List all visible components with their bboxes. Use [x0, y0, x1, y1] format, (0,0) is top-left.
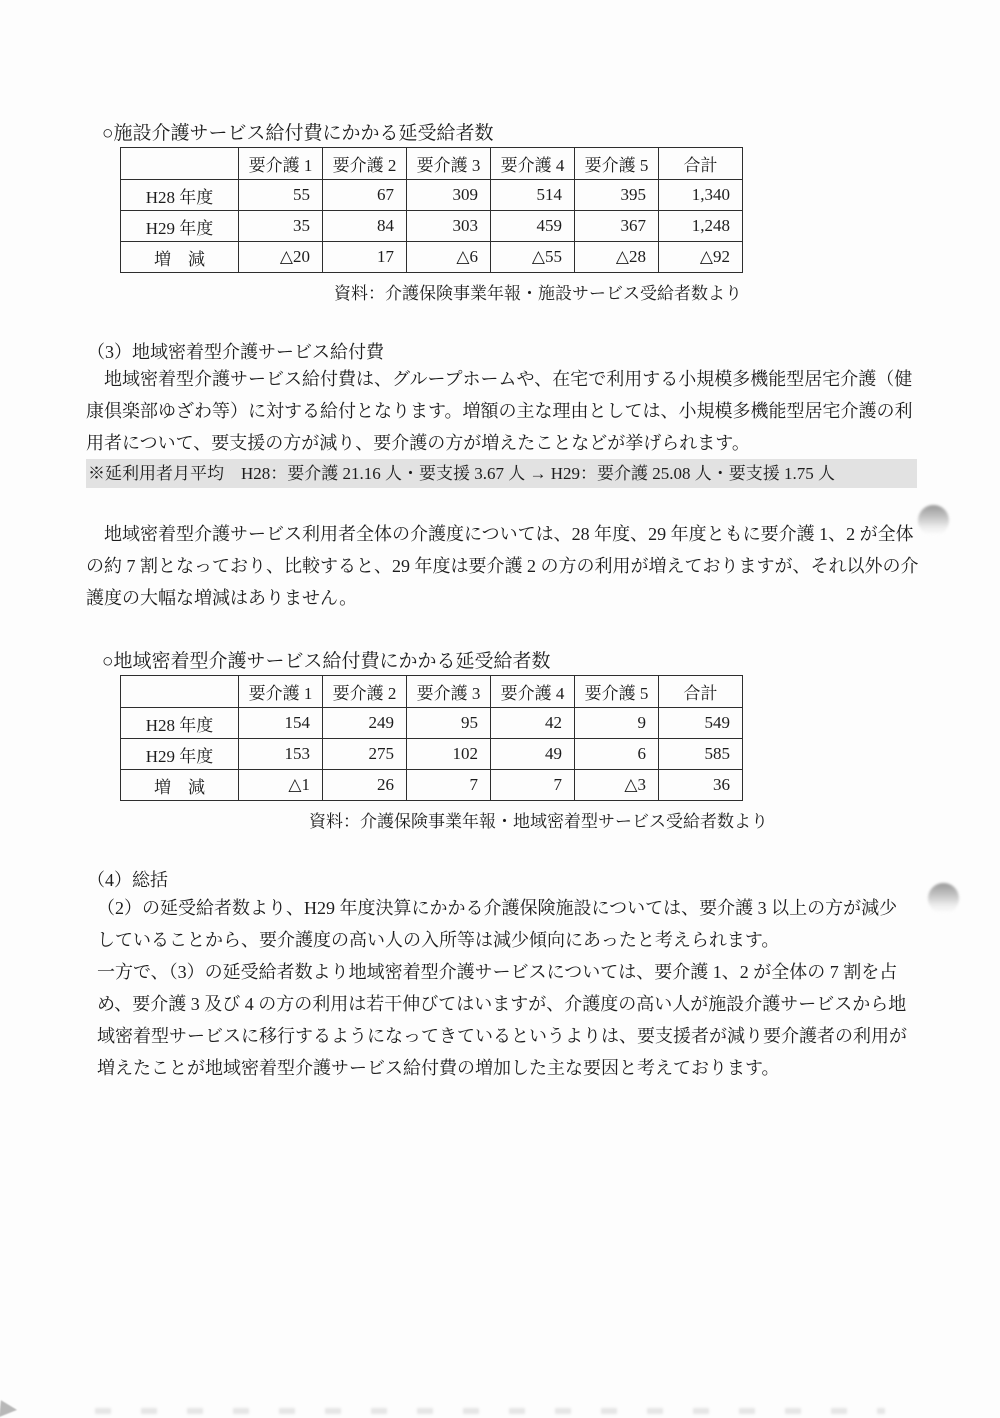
text-line: 地域密着型介護サービス給付費は、グループホームや、在宅で利用する小規模多機能型居宅介護（健 — [86, 369, 913, 389]
table-cell: 585 — [659, 739, 743, 770]
table-cell: 7 — [407, 770, 491, 801]
community-table-source-note: 資料：介護保険事業年報・地域密着型サービス受給者数より — [309, 812, 768, 831]
table-cell: 7 — [491, 770, 575, 801]
text-line: 用者について、要支援の方が減り、要介護の方が増えたことなどが挙げられます。 — [86, 433, 750, 453]
section4-paragraph-2 — [97, 956, 907, 1084]
column-header: 要介護 1 — [239, 148, 323, 180]
table-cell: 459 — [491, 211, 575, 242]
section3-paragraph-1 — [86, 363, 913, 459]
facility-table-source-note: 資料：介護保険事業年報・施設サービス受給者数より — [334, 284, 742, 303]
table-cell: 514 — [491, 180, 575, 211]
text-line: （2）の延受給者数より、H29 年度決算にかかる介護保険施設については、要介護 3 以上の方が減少 — [97, 898, 898, 918]
section4-heading: （4）総括 — [87, 870, 168, 890]
table-cell: 17 — [323, 242, 407, 273]
column-header: 合計 — [659, 676, 743, 708]
section3-heading: （3）地域密着型介護サービス給付費 — [87, 342, 384, 362]
table-row — [121, 211, 743, 242]
table-cell: 6 — [575, 739, 659, 770]
text-line: 域密着型サービスに移行するようになってきているというよりは、要支援者が減り要介護者の利用が — [97, 1026, 907, 1046]
column-header: 要介護 3 — [407, 148, 491, 180]
row-label: 増 減 — [121, 770, 239, 801]
text-line: 康倶楽部ゆざわ等）に対する給付となります。増額の主な理由としては、小規模多機能型居宅介護の利 — [86, 401, 913, 421]
table-cell: 1,340 — [659, 180, 743, 211]
table-cell: 153 — [239, 739, 323, 770]
table-row — [121, 242, 743, 273]
table-cell: 549 — [659, 708, 743, 739]
table-cell: 35 — [239, 211, 323, 242]
table-cell: 275 — [323, 739, 407, 770]
text-line: していることから、要介護度の高い人の入所等は減少傾向にあったと考えられます。 — [97, 930, 780, 950]
table-cell: 42 — [491, 708, 575, 739]
column-header: 要介護 1 — [239, 676, 323, 708]
table-header-row — [121, 148, 743, 180]
table-cell: △20 — [239, 242, 323, 273]
text-line: の約 7 割となっており、比較すると、29 年度は要介護 2 の方の利用が増えておりますが、それ以外の介 — [86, 556, 919, 576]
binder-hole-shadow — [918, 505, 949, 536]
table-cell: 395 — [575, 180, 659, 211]
text-line: め、要介護 3 及び 4 の方の利用は若干伸びてはいますが、介護度の高い人が施設介護サービスから地 — [97, 994, 907, 1014]
table-cell: 67 — [323, 180, 407, 211]
binder-hole-shadow — [928, 883, 959, 914]
column-header: 要介護 2 — [323, 148, 407, 180]
column-header: 要介護 5 — [575, 148, 659, 180]
column-header: 要介護 5 — [575, 676, 659, 708]
text-line: 一方で、（3）の延受給者数より地域密着型介護サービスについては、要介護 1、2 が全体の 7 割を占 — [97, 962, 898, 982]
column-header: 要介護 2 — [323, 676, 407, 708]
community-care-recipients-table — [120, 675, 743, 801]
column-header: 要介護 4 — [491, 148, 575, 180]
table-cell: 49 — [491, 739, 575, 770]
table-cell: 95 — [407, 708, 491, 739]
table-cell: △3 — [575, 770, 659, 801]
row-label: 増 減 — [121, 242, 239, 273]
column-header: 要介護 3 — [407, 676, 491, 708]
table-cell: △6 — [407, 242, 491, 273]
table-row — [121, 708, 743, 739]
table-cell: 102 — [407, 739, 491, 770]
facility-care-recipients-table — [120, 147, 743, 273]
table-cell: 367 — [575, 211, 659, 242]
scan-noise-bottom-edge — [95, 1408, 885, 1414]
table-cell: 36 — [659, 770, 743, 801]
table-row — [121, 770, 743, 801]
table-cell: 26 — [323, 770, 407, 801]
table-cell: 309 — [407, 180, 491, 211]
column-header — [121, 676, 239, 708]
section4-paragraph-1 — [97, 892, 897, 956]
text-line: 護度の大幅な増減はありません。 — [86, 588, 358, 608]
table-row — [121, 739, 743, 770]
row-label: H28 年度 — [121, 180, 239, 211]
section3-paragraph-2 — [86, 518, 919, 614]
column-header — [121, 148, 239, 180]
table-cell: 55 — [239, 180, 323, 211]
table-cell: △92 — [659, 242, 743, 273]
text-line: 地域密着型介護サービス利用者全体の介護度については、28 年度、29 年度ともに要介護 1、2 が全体 — [86, 524, 914, 544]
scan-corner-mark — [0, 1400, 18, 1418]
table-cell: 84 — [323, 211, 407, 242]
table-cell: 9 — [575, 708, 659, 739]
text-line: 増えたことが地域密着型介護サービス給付費の増加した主な要因と考えております。 — [97, 1058, 780, 1078]
table-cell: 1,248 — [659, 211, 743, 242]
row-label: H29 年度 — [121, 739, 239, 770]
table-cell: 154 — [239, 708, 323, 739]
table-cell: △28 — [575, 242, 659, 273]
row-label: H29 年度 — [121, 211, 239, 242]
table-cell: △55 — [491, 242, 575, 273]
table-cell: 303 — [407, 211, 491, 242]
monthly-average-note-highlight: ※延利用者月平均 H28：要介護 21.16 人・要支援 3.67 人 → H29：要介護 25.08 人・要支援 1.75 人 — [86, 459, 917, 488]
facility-table-title: ○施設介護サービス給付費にかかる延受給者数 — [102, 123, 494, 144]
table-row — [121, 180, 743, 211]
column-header: 要介護 4 — [491, 676, 575, 708]
row-label: H28 年度 — [121, 708, 239, 739]
table-header-row — [121, 676, 743, 708]
column-header: 合計 — [659, 148, 743, 180]
table-cell: △1 — [239, 770, 323, 801]
community-table-title: ○地域密着型介護サービス給付費にかかる延受給者数 — [102, 651, 551, 672]
table-cell: 249 — [323, 708, 407, 739]
